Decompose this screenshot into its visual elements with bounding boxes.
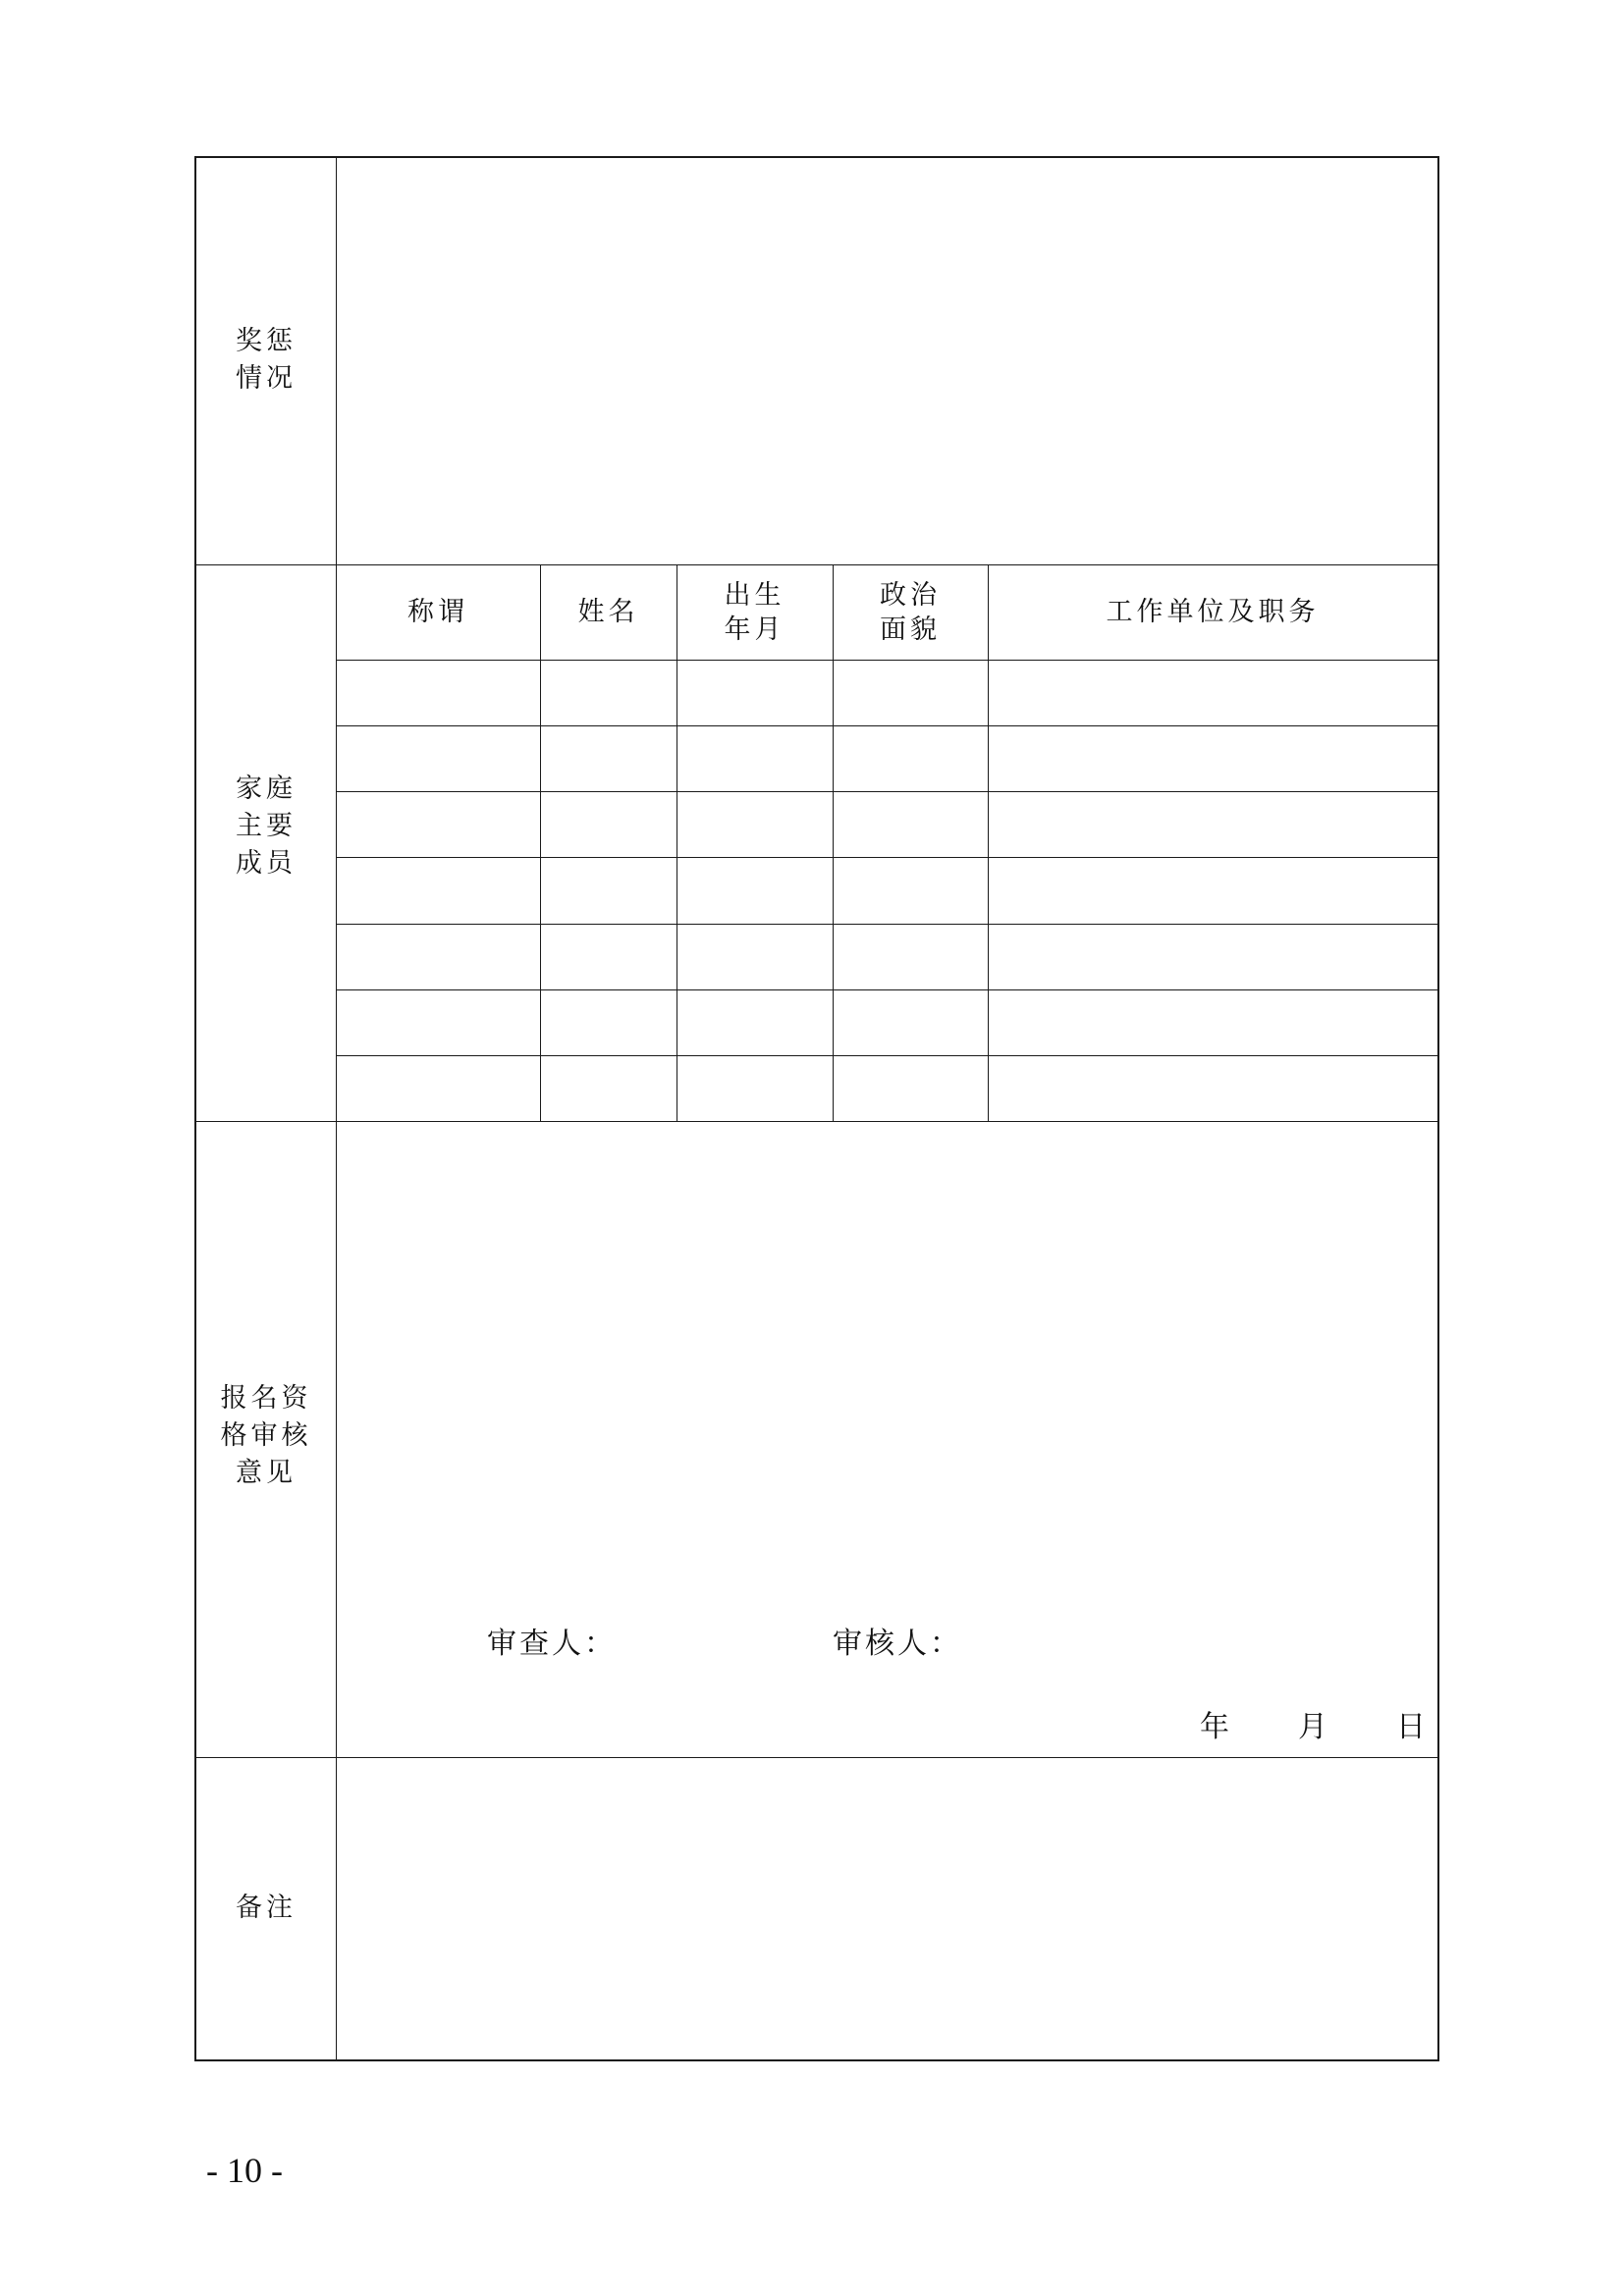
remarks-label: 备注 <box>236 1893 297 1923</box>
date-year-label: 年 <box>1200 1710 1229 1744</box>
family-row-divider <box>336 725 1437 726</box>
family-header-divider <box>336 660 1437 661</box>
qualification-review-label: 报名资 格审核 意见 <box>220 1383 312 1488</box>
family-column-divider <box>988 564 989 1121</box>
date-day-label: 日 <box>1396 1710 1426 1744</box>
family-row-divider <box>336 924 1437 925</box>
remarks-content-field[interactable] <box>338 1759 1437 2059</box>
family-row-divider <box>336 989 1437 990</box>
header-relation: 称谓 <box>407 597 468 627</box>
date-month-label: 月 <box>1298 1710 1327 1744</box>
family-row-divider <box>336 1055 1437 1056</box>
header-name: 姓名 <box>577 597 639 627</box>
family-column-divider <box>833 564 834 1121</box>
approver-signature-label: 审核人： <box>833 1627 962 1661</box>
header-birth-date: 出生 年月 <box>724 580 785 645</box>
section-divider-rewards <box>196 564 1437 565</box>
registration-form-table <box>194 156 1439 2061</box>
header-employer-position: 工作单位及职务 <box>1106 597 1320 627</box>
reviewer-signature-label: 审查人： <box>487 1627 617 1661</box>
rewards-label: 奖惩 情况 <box>236 326 297 394</box>
family-column-divider <box>540 564 541 1121</box>
family-members-label: 家庭 主要 成员 <box>236 774 297 879</box>
rewards-content-field[interactable] <box>338 158 1437 563</box>
label-column-divider <box>336 158 337 2059</box>
section-divider-review <box>196 1757 1437 1758</box>
page-number: - 10 - <box>206 2151 283 2190</box>
family-row-divider <box>336 791 1437 792</box>
header-political-status: 政治 面貌 <box>880 580 941 645</box>
family-row-divider <box>336 857 1437 858</box>
section-divider-family <box>196 1121 1437 1122</box>
